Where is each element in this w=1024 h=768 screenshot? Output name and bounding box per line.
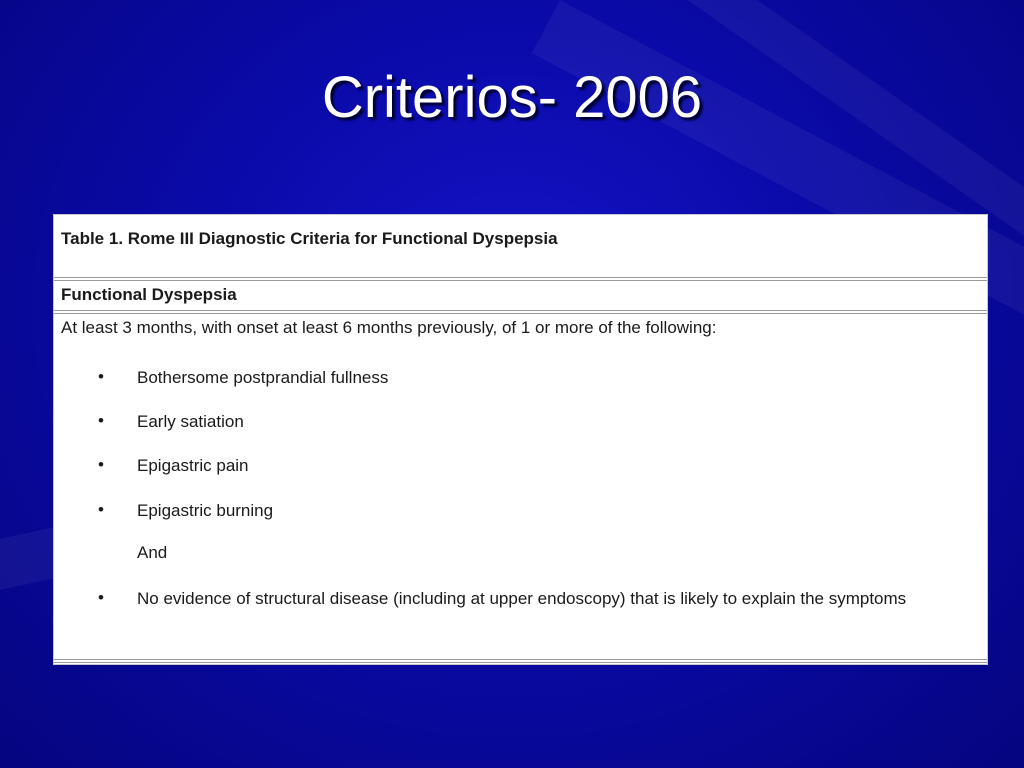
table-caption: Table 1. Rome III Diagnostic Criteria for Functional Dyspepsia — [61, 229, 558, 248]
intro-text: At least 3 months, with onset at least 6 months previously, of 1 or more of the following: — [61, 318, 717, 337]
connector-text: And — [137, 543, 168, 562]
bullet-icon: • — [98, 500, 104, 519]
slide-title: Criterios- 2006 — [321, 65, 703, 130]
criteria-table — [53, 214, 988, 665]
table-rule — [54, 310, 987, 314]
list-item-text: Epigastric burning — [137, 501, 274, 520]
bullet-icon: • — [98, 588, 104, 607]
table-rule — [54, 659, 987, 663]
list-item-text: Epigastric pain — [137, 456, 249, 475]
list-item-text: Early satiation — [137, 412, 244, 431]
bullet-icon: • — [98, 455, 104, 474]
table-rule — [54, 277, 987, 281]
list-item-text: No evidence of structural disease (including at upper endoscopy) that is likely to explain the symptoms — [137, 589, 907, 608]
bullet-icon: • — [98, 411, 104, 430]
section-header: Functional Dyspepsia — [61, 285, 237, 304]
bullet-icon: • — [98, 367, 104, 386]
list-item-text: Bothersome postprandial fullness — [137, 368, 389, 387]
